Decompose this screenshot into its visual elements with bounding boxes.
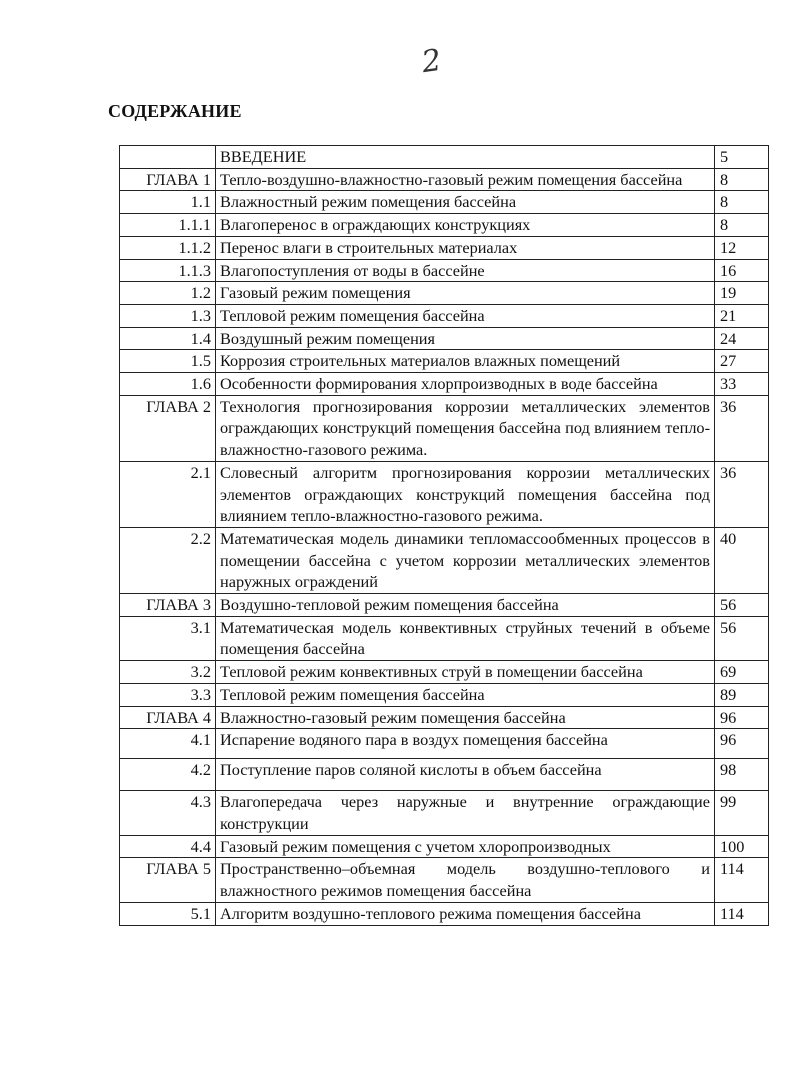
toc-page-number: 99 [715,791,769,835]
toc-page-number: 19 [715,282,769,305]
toc-section-title: Тепловой режим помещения бассейна [216,683,715,706]
toc-page-number: 36 [715,461,769,527]
toc-section-number: 4.4 [120,835,216,858]
toc-section-title: Газовый режим помещения [216,282,715,305]
toc-page-number: 12 [715,236,769,259]
toc-section-title: Перенос влаги в строительных материалах [216,236,715,259]
toc-page-number: 27 [715,350,769,373]
toc-section-title: Влагопоступления от воды в бассейне [216,259,715,282]
toc-section-title: Тепловой режим конвективных струй в помещении бассейна [216,661,715,684]
toc-section-title: Влажностный режим помещения бассейна [216,191,715,214]
toc-section-title: Тепло-воздушно-влажностно-газовый режим помещения бассейна [216,168,715,191]
toc-page-number: 33 [715,373,769,396]
toc-row [120,729,769,759]
toc-row [120,259,769,282]
toc-section-title: Алгоритм воздушно-теплового режима помещения бассейна [216,902,715,925]
toc-row [120,350,769,373]
toc-section-title: Коррозия строительных материалов влажных помещений [216,350,715,373]
toc-section-number: 4.1 [120,729,216,759]
toc-page-number: 5 [715,146,769,169]
toc-row [120,168,769,191]
toc-page-number: 24 [715,327,769,350]
toc-section-number: 3.1 [120,616,216,660]
toc-section-number: ГЛАВА 4 [120,706,216,729]
toc-page-number: 40 [715,527,769,593]
toc-section-title: Воздушный режим помещения [216,327,715,350]
toc-section-title: Газовый режим помещения с учетом хлоропроизводных [216,835,715,858]
toc-section-number: 2.1 [120,461,216,527]
toc-section-number: ГЛАВА 2 [120,395,216,461]
toc-page-number: 114 [715,858,769,902]
toc-page-number: 36 [715,395,769,461]
toc-row [120,395,769,461]
toc-section-title: Особенности формирования хлорпроизводных в воде бассейна [216,373,715,396]
toc-section-number: 1.6 [120,373,216,396]
toc-page-number: 69 [715,661,769,684]
toc-row [120,461,769,527]
toc-page-number: 21 [715,304,769,327]
toc-row [120,146,769,169]
toc-section-number: 1.1.1 [120,214,216,237]
toc-page-number: 8 [715,214,769,237]
toc-section-title: Пространственно–объемная модель воздушно-теплового и влажностного режимов помещения бассейна [216,858,715,902]
toc-row [120,661,769,684]
toc-row [120,304,769,327]
toc-row [120,706,769,729]
toc-row [120,214,769,237]
toc-section-title: Математическая модель конвективных струйных течений в объеме помещения бассейна [216,616,715,660]
toc-section-title: Поступление паров соляной кислоты в объем бассейна [216,759,715,791]
toc-section-number: 1.1.2 [120,236,216,259]
toc-row [120,835,769,858]
toc-section-title: Влагоперенос в ограждающих конструкциях [216,214,715,237]
toc-page-number: 96 [715,729,769,759]
toc-section-number: 1.1 [120,191,216,214]
toc-section-number: 5.1 [120,902,216,925]
toc-row [120,373,769,396]
toc-page-number: 114 [715,902,769,925]
page-title: СОДЕРЖАНИЕ [108,101,242,121]
toc-section-number [120,146,216,169]
toc-section-number: 1.3 [120,304,216,327]
toc-section-number: 3.3 [120,683,216,706]
toc-section-number: 3.2 [120,661,216,684]
toc-section-number: ГЛАВА 3 [120,594,216,617]
toc-row [120,858,769,902]
toc-row [120,759,769,791]
toc-page-number: 8 [715,191,769,214]
toc-section-title: Воздушно-тепловой режим помещения бассейна [216,594,715,617]
toc-section-number: 2.2 [120,527,216,593]
toc-section-title: ВВЕДЕНИЕ [216,146,715,169]
toc-section-number: 1.1.3 [120,259,216,282]
toc-row [120,327,769,350]
toc-row [120,902,769,925]
toc-section-number: 4.3 [120,791,216,835]
toc-page-number: 8 [715,168,769,191]
toc-section-number: 4.2 [120,759,216,791]
toc-page-number: 100 [715,835,769,858]
toc-row [120,683,769,706]
toc-section-title: Испарение водяного пара в воздух помещения бассейна [216,729,715,759]
toc-row [120,236,769,259]
toc-row [120,594,769,617]
toc-section-number: 1.2 [120,282,216,305]
toc-page-number: 16 [715,259,769,282]
handwritten-page-number: 2 [419,42,444,81]
toc-section-title: Тепловой режим помещения бассейна [216,304,715,327]
toc-page-number: 98 [715,759,769,791]
toc-section-number: 1.5 [120,350,216,373]
toc-section-title: Математическая модель динамики тепломассообменных процессов в помещении бассейна с учетом коррозии металлических элементов наружных ограждений [216,527,715,593]
toc-page-number: 96 [715,706,769,729]
toc-section-title: Технология прогнозирования коррозии металлических элементов ограждающих конструкций помещения бассейна под влиянием тепло-влажностно-газового режима. [216,395,715,461]
toc-section-number: 1.4 [120,327,216,350]
toc-section-number: ГЛАВА 5 [120,858,216,902]
toc-row [120,191,769,214]
toc-page-number: 56 [715,616,769,660]
toc-row [120,791,769,835]
toc-section-title: Влагопередача через наружные и внутренние ограждающие конструкции [216,791,715,835]
toc-page-number: 89 [715,683,769,706]
toc-section-title: Словесный алгоритм прогнозирования коррозии металлических элементов ограждающих конструкций помещения бассейна под влиянием тепло-влажностно-газового режима. [216,461,715,527]
toc-row [120,616,769,660]
table-of-contents [119,145,769,926]
toc-page-number: 56 [715,594,769,617]
toc-section-number: ГЛАВА 1 [120,168,216,191]
toc-row [120,527,769,593]
toc-row [120,282,769,305]
toc-section-title: Влажностно-газовый режим помещения бассейна [216,706,715,729]
